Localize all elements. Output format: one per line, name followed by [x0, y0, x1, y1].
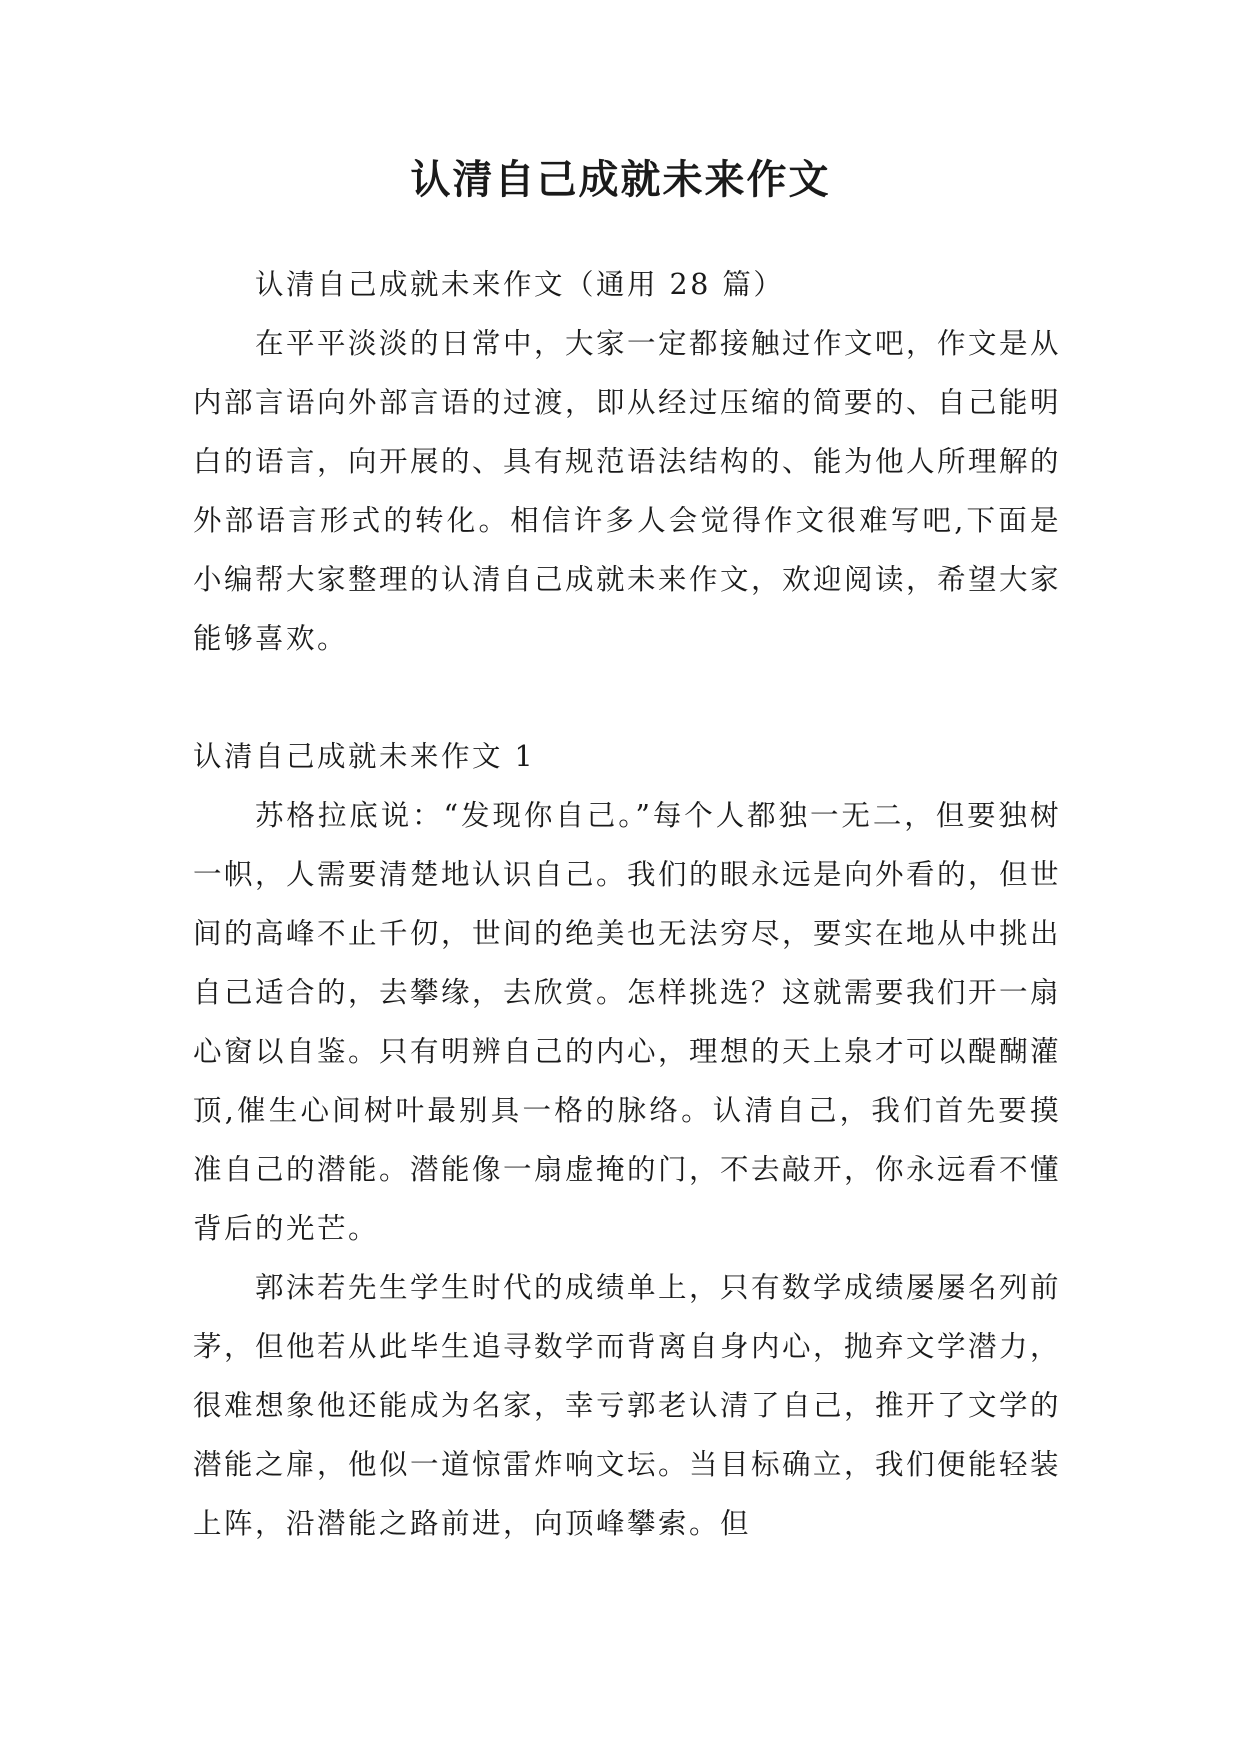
body-paragraph: 郭沫若先生学生时代的成绩单上，只有数学成绩屡屡名列前茅，但他若从此毕生追寻数学而背离自身内心，抛弃文学潜力，很难想象他还能成为名家，幸亏郭老认清了自己，推开了文学的潜能之扉，他似一道惊雷炸响文坛。当目标确立，我们便能轻装上阵，沿潜能之路前进，向顶峰攀索。但 [193, 1271, 1062, 1540]
paragraph-spacer [193, 668, 1061, 727]
document-subtitle: 认清自己成就未来作文（通用 28 篇） [255, 268, 785, 301]
document-title: 认清自己成就未来作文 [410, 156, 831, 203]
document-body [193, 255, 1061, 1553]
intro-paragraph: 在平平淡淡的日常中，大家一定都接触过作文吧，作文是从内部言语向外部言语的过渡，即从经过压缩的简要的、自己能明白的语言，向开展的、具有规范语法结构的、能为他人所理解的外部语言形式的转化。相信许多人会觉得作文很难写吧,下面是小编帮大家整理的认清自己成就未来作文，欢迎阅读，希望大家能够喜欢。 [193, 327, 1062, 655]
section-heading: 认清自己成就未来作文 1 [193, 740, 536, 773]
body-paragraph: 苏格拉底说：“发现你自己。”每个人都独一无二，但要独树一帜，人需要清楚地认识自己。我们的眼永远是向外看的，但世间的高峰不止千仞，世间的绝美也无法穷尽，要实在地从中挑出自己适合的，去攀缘，去欣赏。怎样挑选？这就需要我们开一扇心窗以自鉴。只有明辨自己的内心，理想的天上泉才可以醍醐灌顶,催生心间树叶最别具一格的脉络。认清自己，我们首先要摸准自己的潜能。潜能像一扇虚掩的门，不去敲开，你永远看不懂背后的光芒。 [193, 799, 1062, 1245]
